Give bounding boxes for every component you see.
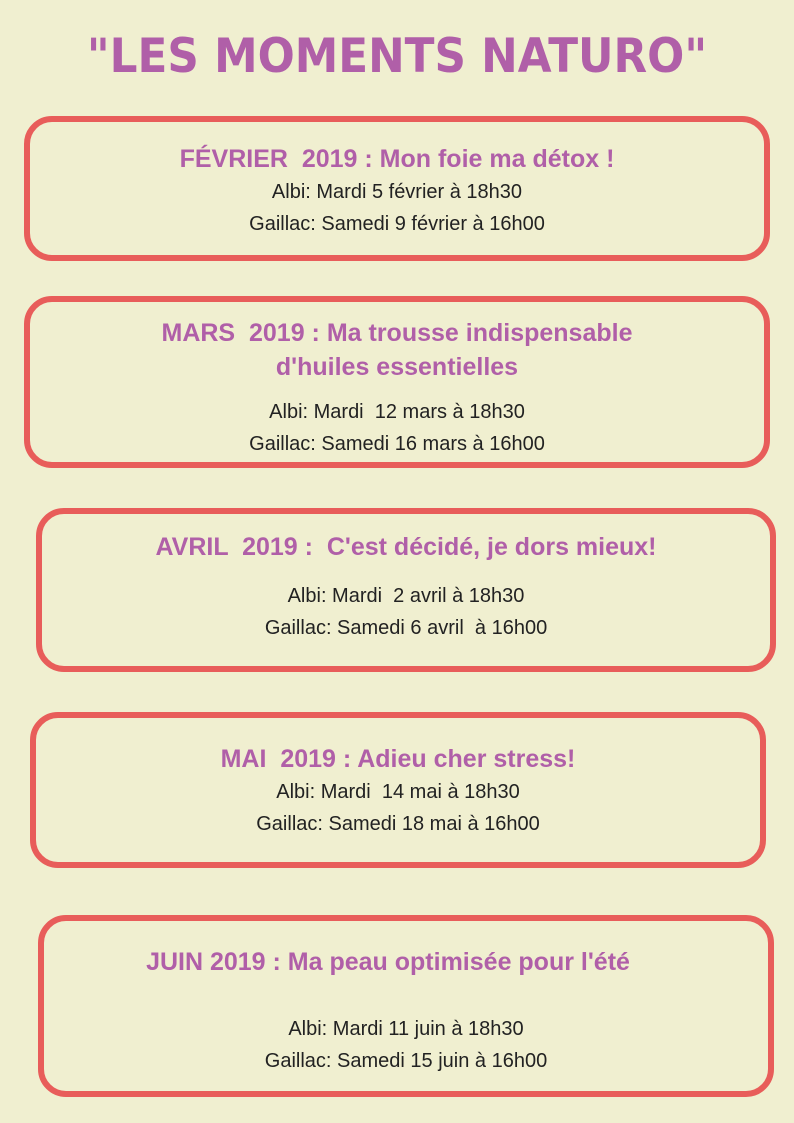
event-session-albi: Albi: Mardi 11 juin à 18h30 — [288, 1018, 524, 1040]
event-sessions — [42, 580, 770, 644]
event-session-gaillac: Gaillac: Samedi 18 mai à 16h00 — [256, 813, 540, 835]
event-heading: MARS 2019 : Ma trousse indispensable d'huiles essentielles — [161, 319, 640, 381]
event-card-june — [38, 915, 774, 1097]
event-heading: AVRIL 2019 : C'est décidé, je dors mieux! — [155, 533, 657, 561]
event-session-gaillac: Gaillac: Samedi 9 février à 16h00 — [249, 213, 545, 235]
event-card-april — [36, 508, 776, 672]
event-heading: MAI 2019 : Adieu cher stress! — [220, 745, 576, 773]
page-title: "LES MOMENTS NATURO" — [86, 29, 708, 84]
event-session-albi: Albi: Mardi 2 avril à 18h30 — [287, 585, 525, 607]
event-card-may — [30, 712, 766, 868]
event-sessions — [44, 1013, 768, 1077]
event-heading: JUIN 2019 : Ma peau optimisée pour l'été — [146, 948, 630, 976]
event-session-gaillac: Gaillac: Samedi 15 juin à 16h00 — [264, 1050, 548, 1072]
event-card-march — [24, 296, 770, 468]
event-session-gaillac: Gaillac: Samedi 6 avril à 16h00 — [264, 617, 548, 639]
event-session-albi: Albi: Mardi 12 mars à 18h30 — [269, 401, 525, 423]
event-session-albi: Albi: Mardi 5 février à 18h30 — [271, 181, 523, 203]
event-session-albi: Albi: Mardi 14 mai à 18h30 — [276, 781, 520, 803]
event-heading: FÉVRIER 2019 : Mon foie ma détox ! — [179, 145, 615, 173]
event-sessions — [36, 776, 760, 840]
event-sessions — [30, 176, 764, 240]
event-session-gaillac: Gaillac: Samedi 16 mars à 16h00 — [249, 433, 545, 455]
event-sessions — [30, 396, 764, 460]
event-card-february — [24, 116, 770, 261]
